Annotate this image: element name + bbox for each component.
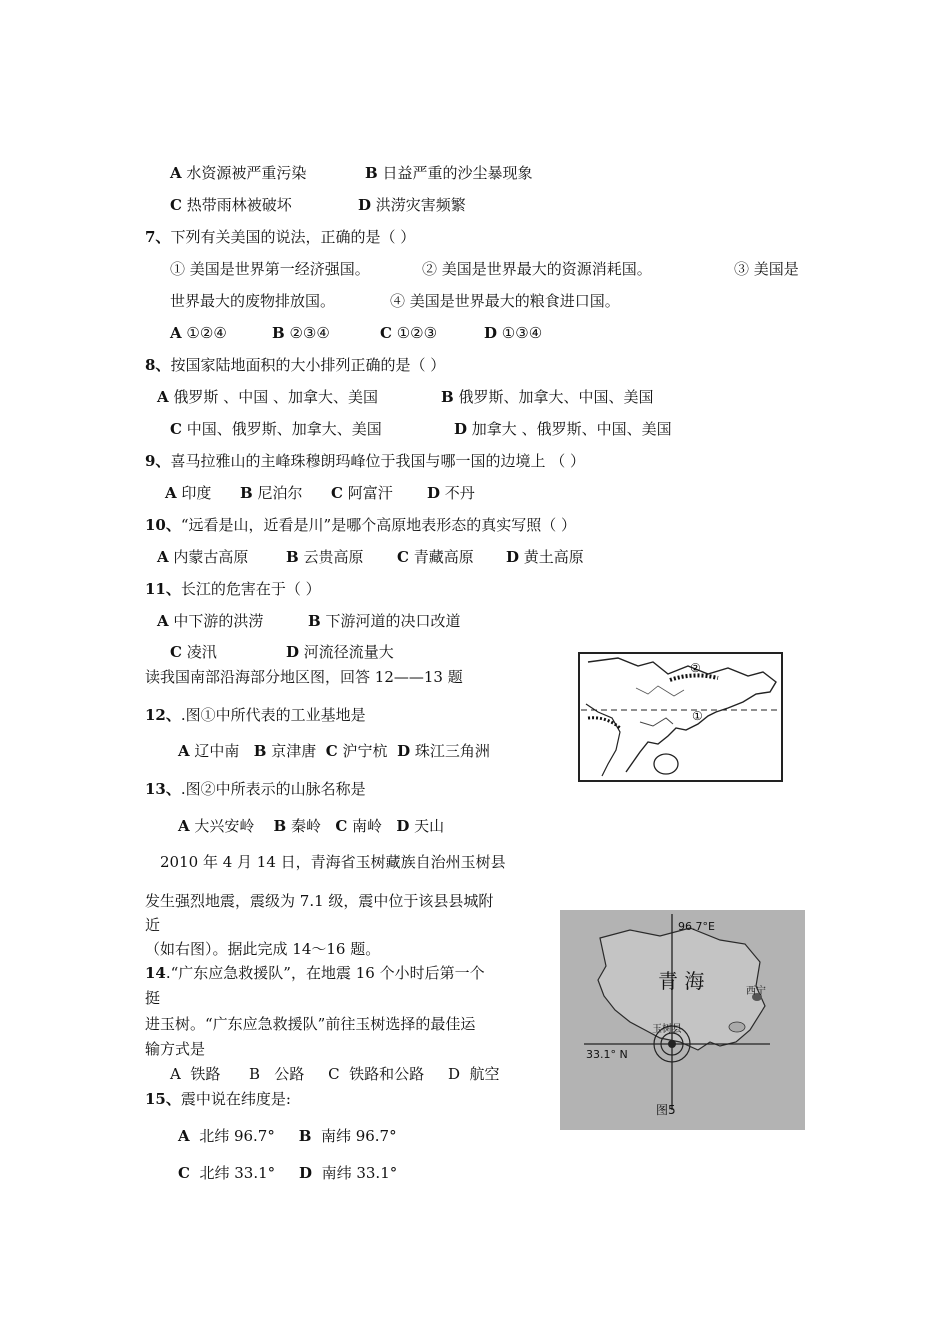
q12-stem <box>145 706 366 724</box>
q10-c-text: 青藏高原 <box>413 548 474 566</box>
q8-b-text: 俄罗斯、加拿大、中国、美国 <box>458 388 654 406</box>
q15-a-letter: A <box>178 1127 190 1145</box>
q12-d-letter: D <box>397 742 411 760</box>
q13-stem <box>145 780 366 798</box>
q9-b-text: 尼泊尔 <box>257 484 303 502</box>
q14-line-1 <box>145 964 485 982</box>
map1-label-1: ① <box>692 709 703 723</box>
q7-b-letter: B <box>272 324 285 342</box>
q8-d-text: 加拿大 、俄罗斯、中国、美国 <box>471 420 672 438</box>
q10-option-b <box>286 548 363 566</box>
q10-b-text: 云贵高原 <box>303 548 364 566</box>
q9-option-a <box>165 484 211 502</box>
q7-statement-3-cont: 世界最大的废物排放国。 <box>170 292 336 310</box>
q15-d-letter: D <box>299 1164 313 1182</box>
q13-d-letter: D <box>396 817 410 835</box>
map1-label-2: ② <box>690 661 701 675</box>
q11-option-d <box>286 643 394 661</box>
q10-option-d <box>506 548 584 566</box>
q10-stem <box>145 516 576 534</box>
q8-c-text: 中国、俄罗斯、加拿大、美国 <box>186 420 382 438</box>
q7-a-text: ①②④ <box>186 324 227 342</box>
map2-city-label: 西宁 <box>746 986 766 997</box>
q8-a-text: 俄罗斯 、中国 、加拿大、美国 <box>173 388 378 406</box>
passage-line-1: 2010 年 4 月 14 日，青海省玉树藏族自治州玉树县 <box>160 853 506 871</box>
q13-c-text: 南岭 <box>352 817 383 835</box>
q7-statement-4: ④ 美国是世界最大的粮食进口国。 <box>390 292 620 310</box>
q11-option-a <box>157 612 263 630</box>
q11-option-c <box>170 643 217 661</box>
q9-text: 喜马拉雅山的主峰珠穆朗玛峰位于我国与哪一国的边境上 （ ） <box>170 452 585 470</box>
q7-c-text: ①②③ <box>396 324 438 342</box>
q7-option-c <box>380 324 437 342</box>
q9-d-letter: D <box>427 484 441 502</box>
q10-c-letter: C <box>397 548 409 566</box>
q11-number: 11、 <box>145 580 181 598</box>
q7-statement-1: ① 美国是世界第一经济强国。 <box>170 260 370 278</box>
q12-b-letter: B <box>253 742 267 760</box>
q11-stem <box>145 580 321 598</box>
q8-c-letter: C <box>170 420 182 438</box>
map2-longitude-label: 96.7°E <box>678 920 715 933</box>
q12-number: 12、 <box>145 706 181 724</box>
q13-b-text: 秦岭 <box>290 817 321 835</box>
q7-option-b <box>272 324 330 342</box>
q8-b-letter: B <box>441 388 454 406</box>
q8-option-d <box>454 420 672 438</box>
q15-a-text: 北纬 96.7° <box>199 1127 275 1145</box>
q14-number: 14 <box>145 964 166 982</box>
q15-d-text: 南纬 33.1° <box>321 1164 398 1182</box>
q15-text: 震中说在纬度是: <box>180 1090 291 1108</box>
q10-option-a <box>157 548 248 566</box>
q13-number: 13、 <box>145 780 181 798</box>
q9-stem <box>145 452 585 470</box>
q8-option-c <box>170 420 382 438</box>
q10-a-letter: A <box>157 548 169 566</box>
q14-line-2: 挺 <box>145 989 161 1007</box>
q7-d-letter: D <box>484 324 498 342</box>
q11-c-letter: C <box>170 643 182 661</box>
q11-b-text: 下游河道的决口改道 <box>325 612 461 630</box>
q11-d-letter: D <box>286 643 300 661</box>
q6-b-text: 日益严重的沙尘暴现象 <box>382 164 533 182</box>
q7-statement-2: ② 美国是世界最大的资源消耗国。 <box>422 260 652 278</box>
map2-county-label: 玉树县 <box>652 1024 682 1035</box>
q12-text: .图①中所代表的工业基地是 <box>180 706 366 724</box>
q7-d-text: ①③④ <box>501 324 543 342</box>
q8-stem <box>145 356 445 374</box>
q14-options: A 铁路 B 公路 C 铁路和公路 D 航空 <box>170 1065 500 1083</box>
q7-b-text: ②③④ <box>289 324 330 342</box>
q13-a-text: 大兴安岭 <box>194 817 255 835</box>
q15-c-letter: C <box>178 1164 190 1182</box>
passage-line-3: 近 <box>145 916 161 934</box>
q8-number: 8、 <box>145 356 171 374</box>
q10-option-c <box>397 548 474 566</box>
q11-text: 长江的危害在于（ ） <box>180 580 321 598</box>
q7-a-letter: A <box>170 324 182 342</box>
q10-b-letter: B <box>286 548 299 566</box>
q15-b-letter: B <box>298 1127 312 1145</box>
map2-latitude-label: 33.1° N <box>586 1048 628 1061</box>
q12-b-text: 京津唐 <box>271 742 317 760</box>
q10-text: “远看是山，近看是川”是哪个高原地表形态的真实写照（ ） <box>180 516 576 534</box>
q7-statement-3: ③ 美国是 <box>734 260 799 278</box>
q7-option-d <box>484 324 542 342</box>
q12-c-letter: C <box>325 742 338 760</box>
q13-d-text: 天山 <box>414 817 445 835</box>
q9-d-text: 不丹 <box>444 484 475 502</box>
q13-options <box>178 817 444 835</box>
qinghai-earthquake-map <box>560 910 805 1130</box>
q9-b-letter: B <box>240 484 253 502</box>
q13-b-letter: B <box>273 817 287 835</box>
intro-12-13: 读我国南部沿海部分地区图，回答 12——13 题 <box>145 668 463 686</box>
q11-b-letter: B <box>308 612 321 630</box>
q12-a-text: 辽中南 <box>194 742 240 760</box>
q6-d-text: 洪涝灾害频繁 <box>375 196 466 214</box>
q10-number: 10、 <box>145 516 181 534</box>
q8-d-letter: D <box>454 420 468 438</box>
q12-options <box>178 742 490 760</box>
map2-province-label: 青 海 <box>658 969 705 993</box>
q8-option-b <box>441 388 653 406</box>
q15-options-cd <box>178 1164 397 1182</box>
q6-option-d <box>358 196 466 214</box>
q9-option-d <box>427 484 475 502</box>
q9-a-text: 印度 <box>181 484 212 502</box>
q14-line-3: 进玉树。“广东应急救援队”前往玉树选择的最佳运 <box>145 1015 476 1033</box>
q6-c-text: 热带雨林被破坏 <box>186 196 292 214</box>
q7-text: 下列有关美国的说法，正确的是（ ） <box>170 228 416 246</box>
q7-number: 7、 <box>145 228 171 246</box>
q9-option-b <box>240 484 302 502</box>
q14-line-4: 输方式是 <box>145 1040 206 1058</box>
q7-option-a <box>170 324 227 342</box>
q13-text: .图②中所表示的山脉名称是 <box>180 780 366 798</box>
q6-c-letter: C <box>170 196 182 214</box>
q10-a-text: 内蒙古高原 <box>173 548 249 566</box>
q13-a-letter: A <box>178 817 190 835</box>
q11-c-text: 凌汛 <box>186 643 217 661</box>
passage-line-4: （如右图）。据此完成 14～16 题。 <box>145 940 381 958</box>
q7-stem <box>145 228 415 246</box>
q6-option-a <box>170 164 306 182</box>
q6-b-letter: B <box>365 164 378 182</box>
q11-a-letter: A <box>157 612 169 630</box>
q13-c-letter: C <box>335 817 348 835</box>
q8-option-a <box>157 388 378 406</box>
q9-number: 9、 <box>145 452 171 470</box>
q8-text: 按国家陆地面积的大小排列正确的是（ ） <box>170 356 446 374</box>
passage-line-2: 发生强烈地震，震级为 7.1 级，震中位于该县县城附 <box>145 892 494 910</box>
q15-options-ab <box>178 1127 397 1145</box>
q10-d-letter: D <box>506 548 520 566</box>
q7-c-letter: C <box>380 324 392 342</box>
q10-d-text: 黄土高原 <box>523 548 584 566</box>
q11-d-text: 河流径流量大 <box>303 643 394 661</box>
q15-c-text: 北纬 33.1° <box>199 1164 276 1182</box>
q15-stem <box>145 1090 291 1108</box>
q9-option-c <box>331 484 393 502</box>
q15-b-text: 南纬 96.7° <box>320 1127 397 1145</box>
q12-c-text: 沪宁杭 <box>342 742 388 760</box>
q9-c-text: 阿富汗 <box>347 484 393 502</box>
q6-option-b <box>365 164 532 182</box>
q9-a-letter: A <box>165 484 177 502</box>
map2-caption: 图5 <box>656 1103 676 1117</box>
q6-a-text: 水资源被严重污染 <box>186 164 307 182</box>
q11-a-text: 中下游的洪涝 <box>173 612 264 630</box>
q6-d-letter: D <box>358 196 372 214</box>
q15-number: 15、 <box>145 1090 181 1108</box>
q11-option-b <box>308 612 460 630</box>
q14-text-1: .“广东应急救援队”，在地震 16 个小时后第一个 <box>165 964 485 982</box>
q9-c-letter: C <box>331 484 343 502</box>
q8-a-letter: A <box>157 388 169 406</box>
q12-a-letter: A <box>178 742 190 760</box>
q12-d-text: 珠江三角洲 <box>414 742 490 760</box>
south-china-coast-map <box>578 652 783 782</box>
q6-a-letter: A <box>170 164 182 182</box>
q6-option-c <box>170 196 292 214</box>
